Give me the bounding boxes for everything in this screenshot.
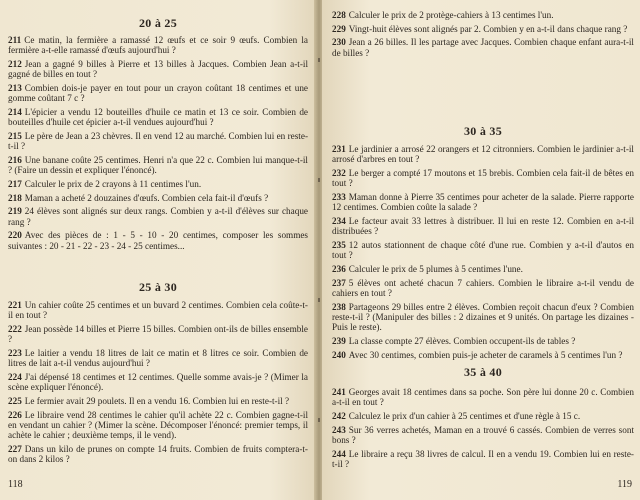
exercise-item	[332, 425, 634, 446]
exercise-list	[332, 10, 634, 58]
section-heading: 30 à 35	[463, 124, 503, 138]
exercise-text: Vingt-huit élèves sont alignés par 2. Combien y en a-t-il dans chaque rang ?	[348, 23, 628, 34]
exercise-item	[8, 179, 308, 189]
exercise-text: Maman a acheté 2 douzaines d'œufs. Combien cela fait-il d'œufs ?	[24, 192, 269, 203]
page-number: 119	[617, 479, 632, 490]
exercise-number: 244	[332, 448, 346, 459]
exercise-number: 235	[332, 240, 346, 250]
exercise-list	[8, 300, 308, 465]
exercise-item	[332, 10, 634, 20]
exercise-text: Calculer le prix de 2 crayons à 11 centimes l'un.	[24, 179, 202, 189]
exercise-text: Partageons 29 billes entre 2 élèves. Combien reçoit chacun d'eux ? Combien reste-t-il ? (Manipuler des billes : 2 dizaines et 9 unités. On partage les dizaines - Puis le reste).	[332, 301, 634, 333]
exercise-number: 222	[8, 324, 22, 334]
exercise-item	[8, 59, 308, 80]
exercise-text: Une banane coûte 25 centimes. Henri n'a que 22 c. Combien lui manque-t-il ? (Faire un dessin et expliquer l'énoncé).	[8, 155, 308, 176]
binding-stitch	[318, 178, 320, 182]
binding-stitch	[318, 298, 320, 302]
exercise-number: 238	[332, 301, 346, 312]
exercise-text: Le laitier a vendu 18 litres de lait ce matin et 8 litres ce soir. Combien de litres de lait a-t-il vendus aujourd'hui ?	[8, 348, 308, 369]
section-heading: 25 à 30	[138, 280, 178, 294]
exercise-number: 230	[332, 37, 346, 48]
exercise-item	[8, 444, 308, 465]
exercise-item	[332, 168, 634, 189]
exercise-item	[8, 107, 308, 128]
exercise-item	[8, 193, 308, 203]
exercise-number: 220	[8, 230, 22, 241]
exercise-number: 237	[332, 277, 346, 288]
exercise-number: 211	[8, 35, 22, 45]
exercise-item	[332, 24, 634, 34]
exercise-number: 228	[332, 10, 346, 20]
page-number: 118	[8, 479, 23, 490]
exercise-item	[8, 83, 308, 104]
exercise-text: La classe compte 27 élèves. Combien occupent-ils de tables ?	[348, 336, 576, 346]
binding-stitch	[318, 418, 320, 422]
exercise-item	[8, 372, 308, 393]
exercise-number: 233	[332, 192, 346, 202]
exercise-item	[332, 144, 634, 165]
exercise-number: 212	[8, 59, 22, 69]
exercise-number: 231	[332, 144, 346, 154]
exercise-number: 218	[8, 192, 22, 203]
exercise-text: Avec 30 centimes, combien puis-je acheter de caramels à 5 centimes l'un ?	[348, 349, 623, 360]
exercise-item	[332, 37, 634, 58]
exercise-number: 242	[332, 411, 346, 421]
exercise-text: J'ai dépensé 18 centimes et 12 centimes. Quelle somme avais-je ? (Mimer la scène expliquer l'énoncé).	[8, 372, 308, 393]
section-35-40	[332, 365, 634, 473]
exercise-number: 225	[8, 396, 22, 406]
exercise-text: Georges avait 18 centimes dans sa poche. Son père lui donne 20 c. Combien a-t-il en tout ?	[332, 387, 634, 408]
exercise-item	[8, 131, 308, 152]
exercise-number: 234	[332, 216, 346, 226]
section-heading: 35 à 40	[463, 365, 503, 379]
exercise-text: Un cahier coûte 25 centimes et un buvard 2 centimes. Combien cela coûte-t-il en tout ?	[8, 300, 308, 321]
exercise-list	[332, 387, 634, 469]
exercise-text: 24 élèves sont alignés sur deux rangs. Combien y a-t-il d'élèves sur chaque rang ?	[8, 206, 308, 227]
exercise-number: 217	[8, 179, 22, 189]
top-exercises	[332, 10, 634, 61]
exercise-number: 239	[332, 336, 346, 346]
exercise-item	[8, 35, 308, 56]
exercise-text: Ce matin, la fermière a ramassé 12 œufs et ce soir 9 œufs. Combien la fermière a-t-elle ramassé d'œufs aujourd'hui ?	[8, 35, 308, 56]
exercise-text: Jean a 26 billes. Il les partage avec Jacques. Combien chaque enfant aura-t-il de billes ?	[332, 37, 634, 58]
exercise-item	[8, 324, 308, 345]
exercise-text: Dans un kilo de prunes on compte 14 fruits. Combien de fruits comptera-t-on dans 2 kilos ?	[8, 444, 308, 465]
exercise-number: 236	[332, 264, 346, 274]
exercise-item	[332, 192, 634, 213]
exercise-number: 221	[8, 300, 22, 310]
exercise-text: Le libraire vend 28 centimes le cahier qu'il achète 22 c. Combien gagne-t-il en vendant un cahier ? (Mimer la scène. Décomposer l'énoncé: premier temps, il achète le cahier ; deuxième temps, il le vend).	[8, 409, 308, 441]
exercise-text: Sur 36 verres achetés, Maman en a trouvé 6 cassés. Combien de verres sont bons ?	[332, 424, 634, 445]
exercise-text: Le berger a compté 17 moutons et 15 brebis. Combien cela fait-il de bêtes en tout ?	[332, 168, 634, 189]
exercise-number: 215	[8, 131, 22, 141]
exercise-text: Maman donne à Pierre 35 centimes pour acheter de la salade. Pierre rapporte 12 centimes. Combien coûte la salade ?	[332, 192, 634, 213]
exercise-item	[8, 348, 308, 369]
exercise-item	[332, 411, 634, 421]
exercise-number: 227	[8, 444, 22, 454]
exercise-item	[332, 336, 634, 346]
exercise-number: 241	[332, 387, 346, 397]
exercise-number: 219	[8, 206, 22, 217]
exercise-text: L'épicier a vendu 12 bouteilles d'huile ce matin et 13 ce soir. Combien de bouteilles d'huile cet épicier a-t-il vendues aujourd'hui ?	[8, 107, 308, 128]
exercise-item	[8, 206, 308, 227]
exercise-text: Le libraire a reçu 38 livres de calcul. Il en a vendu 19. Combien lui en reste-t-il ?	[332, 448, 634, 469]
exercise-text: 12 autos stationnent de chaque côté d'une rue. Combien y a-t-il d'autos en tout ?	[332, 240, 634, 261]
exercise-text: Le jardinier a arrosé 22 orangers et 12 citronniers. Combien le jardinier a-t-il arrosé d'arbres en tout ?	[332, 144, 634, 165]
exercise-item	[332, 264, 634, 274]
exercise-item	[332, 240, 634, 261]
exercise-text: Calculer le prix de 2 protège-cahiers à 13 centimes l'un.	[348, 10, 554, 20]
exercise-text: Combien dois-je payer en tout pour un crayon coûtant 18 centimes et une gomme coûtant 7 c ?	[8, 83, 308, 104]
exercise-number: 243	[332, 424, 346, 435]
exercise-number: 229	[332, 23, 346, 34]
exercise-number: 223	[8, 348, 22, 358]
exercise-text: Le père de Jean a 23 chèvres. Il en vend 12 au marché. Combien lui en reste-t-il ?	[8, 131, 308, 152]
exercise-number: 213	[8, 83, 22, 93]
exercise-item	[8, 300, 308, 321]
exercise-text: Jean possède 14 billes et Pierre 15 billes. Combien ont-ils de billes ensemble ?	[8, 324, 308, 345]
exercise-text: Avec des pièces de : 1 - 5 - 10 - 20 centimes, composer les sommes suivantes : 20 - 21 - 22 - 23 - 24 - 25 centimes...	[8, 230, 308, 251]
exercise-item	[8, 230, 308, 251]
exercise-number: 240	[332, 349, 346, 360]
exercise-item	[332, 387, 634, 408]
exercise-item	[8, 396, 308, 406]
section-20-25	[8, 16, 308, 254]
exercise-number: 216	[8, 155, 22, 165]
exercise-list	[332, 144, 634, 360]
section-30-35	[332, 124, 634, 363]
exercise-text: Calculez le prix d'un cahier à 25 centimes et d'une règle à 15 c.	[348, 411, 581, 421]
exercise-number: 214	[8, 107, 22, 117]
exercise-item	[332, 350, 634, 360]
exercise-item	[8, 155, 308, 176]
exercise-item	[8, 410, 308, 441]
section-25-30	[8, 280, 308, 468]
exercise-text: Jean a gagné 9 billes à Pierre et 13 billes à Jacques. Combien Jean a-t-il gagné de billes en tout ?	[8, 59, 308, 80]
right-page	[322, 0, 640, 500]
exercise-item	[332, 449, 634, 470]
left-page	[0, 0, 316, 500]
exercise-number: 232	[332, 168, 346, 178]
exercise-number: 226	[8, 409, 22, 420]
binding-stitch	[318, 58, 320, 62]
exercise-number: 224	[8, 372, 22, 382]
exercise-item	[332, 278, 634, 299]
exercise-list	[8, 35, 308, 251]
section-heading: 20 à 25	[138, 16, 178, 30]
exercise-item	[332, 216, 634, 237]
exercise-text: Le fermier avait 29 poulets. Il en a vendu 16. Combien lui en reste-t-il ?	[24, 396, 290, 406]
exercise-text: Calculer le prix de 5 plumes à 5 centimes l'une.	[348, 264, 523, 274]
exercise-text: Le facteur avait 33 lettres à distribuer. Il lui en reste 12. Combien en a-t-il distribuées ?	[332, 216, 634, 237]
exercise-item	[332, 302, 634, 333]
exercise-text: 5 élèves ont acheté chacun 7 cahiers. Combien le libraire a-t-il vendu de cahiers en tout ?	[332, 277, 634, 298]
